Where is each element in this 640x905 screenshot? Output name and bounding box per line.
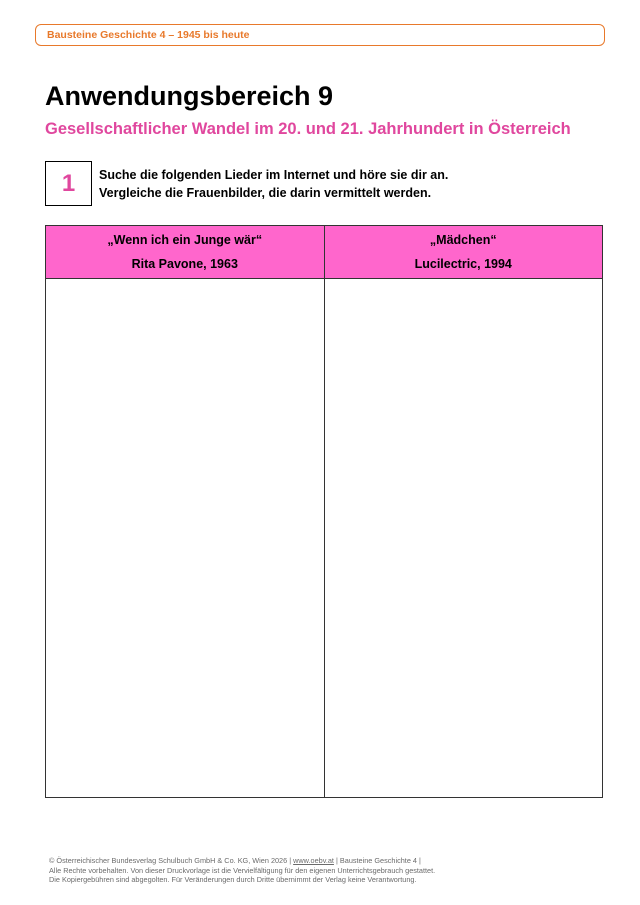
task-instruction-line: Vergleiche die Frauenbilder, die darin vermittelt werden. bbox=[99, 186, 432, 200]
publisher-link[interactable]: www.oebv.at bbox=[293, 856, 334, 865]
task-instructions bbox=[99, 166, 448, 202]
page-subtitle: Gesellschaftlicher Wandel im 20. und 21. Jahrhundert in Österreich bbox=[45, 120, 571, 138]
page-title: Anwendungsbereich 9 bbox=[45, 81, 334, 111]
task-number-box bbox=[45, 161, 92, 206]
song-artist: Rita Pavone, 1963 bbox=[131, 257, 238, 271]
song-title: „Mädchen“ bbox=[429, 233, 497, 247]
copyright-footer bbox=[49, 856, 435, 885]
comparison-table bbox=[45, 225, 603, 798]
series-header-bar bbox=[35, 24, 605, 46]
answer-cell-song-2[interactable] bbox=[324, 279, 603, 798]
column-header-song-1 bbox=[46, 226, 325, 279]
series-header-label: Bausteine Geschichte 4 – 1945 bis heute bbox=[47, 29, 250, 41]
column-header-song-2 bbox=[324, 226, 603, 279]
footer-copyright: © Österreichischer Bundesverlag Schulbuch GmbH & Co. KG, Wien 2026 | bbox=[49, 856, 294, 865]
song-title: „Wenn ich ein Junge wär“ bbox=[107, 233, 263, 247]
footer-fees-line: Die Kopiergebühren sind abgegolten. Für Veränderungen durch Dritte übernimmt der Verlag keine Verantwortung. bbox=[49, 875, 417, 884]
answer-cell-song-1[interactable] bbox=[46, 279, 325, 798]
footer-series: | Bausteine Geschichte 4 | bbox=[333, 856, 421, 865]
task-instruction-line: Suche die folgenden Lieder im Internet und höre sie dir an. bbox=[99, 168, 449, 182]
task-number: 1 bbox=[61, 169, 76, 197]
footer-rights-line: Alle Rechte vorbehalten. Von dieser Druckvorlage ist die Vervielfältigung für den eigenen Unterrichtsgebrauch gestattet. bbox=[49, 865, 436, 875]
song-artist: Lucilectric, 1994 bbox=[414, 257, 512, 271]
